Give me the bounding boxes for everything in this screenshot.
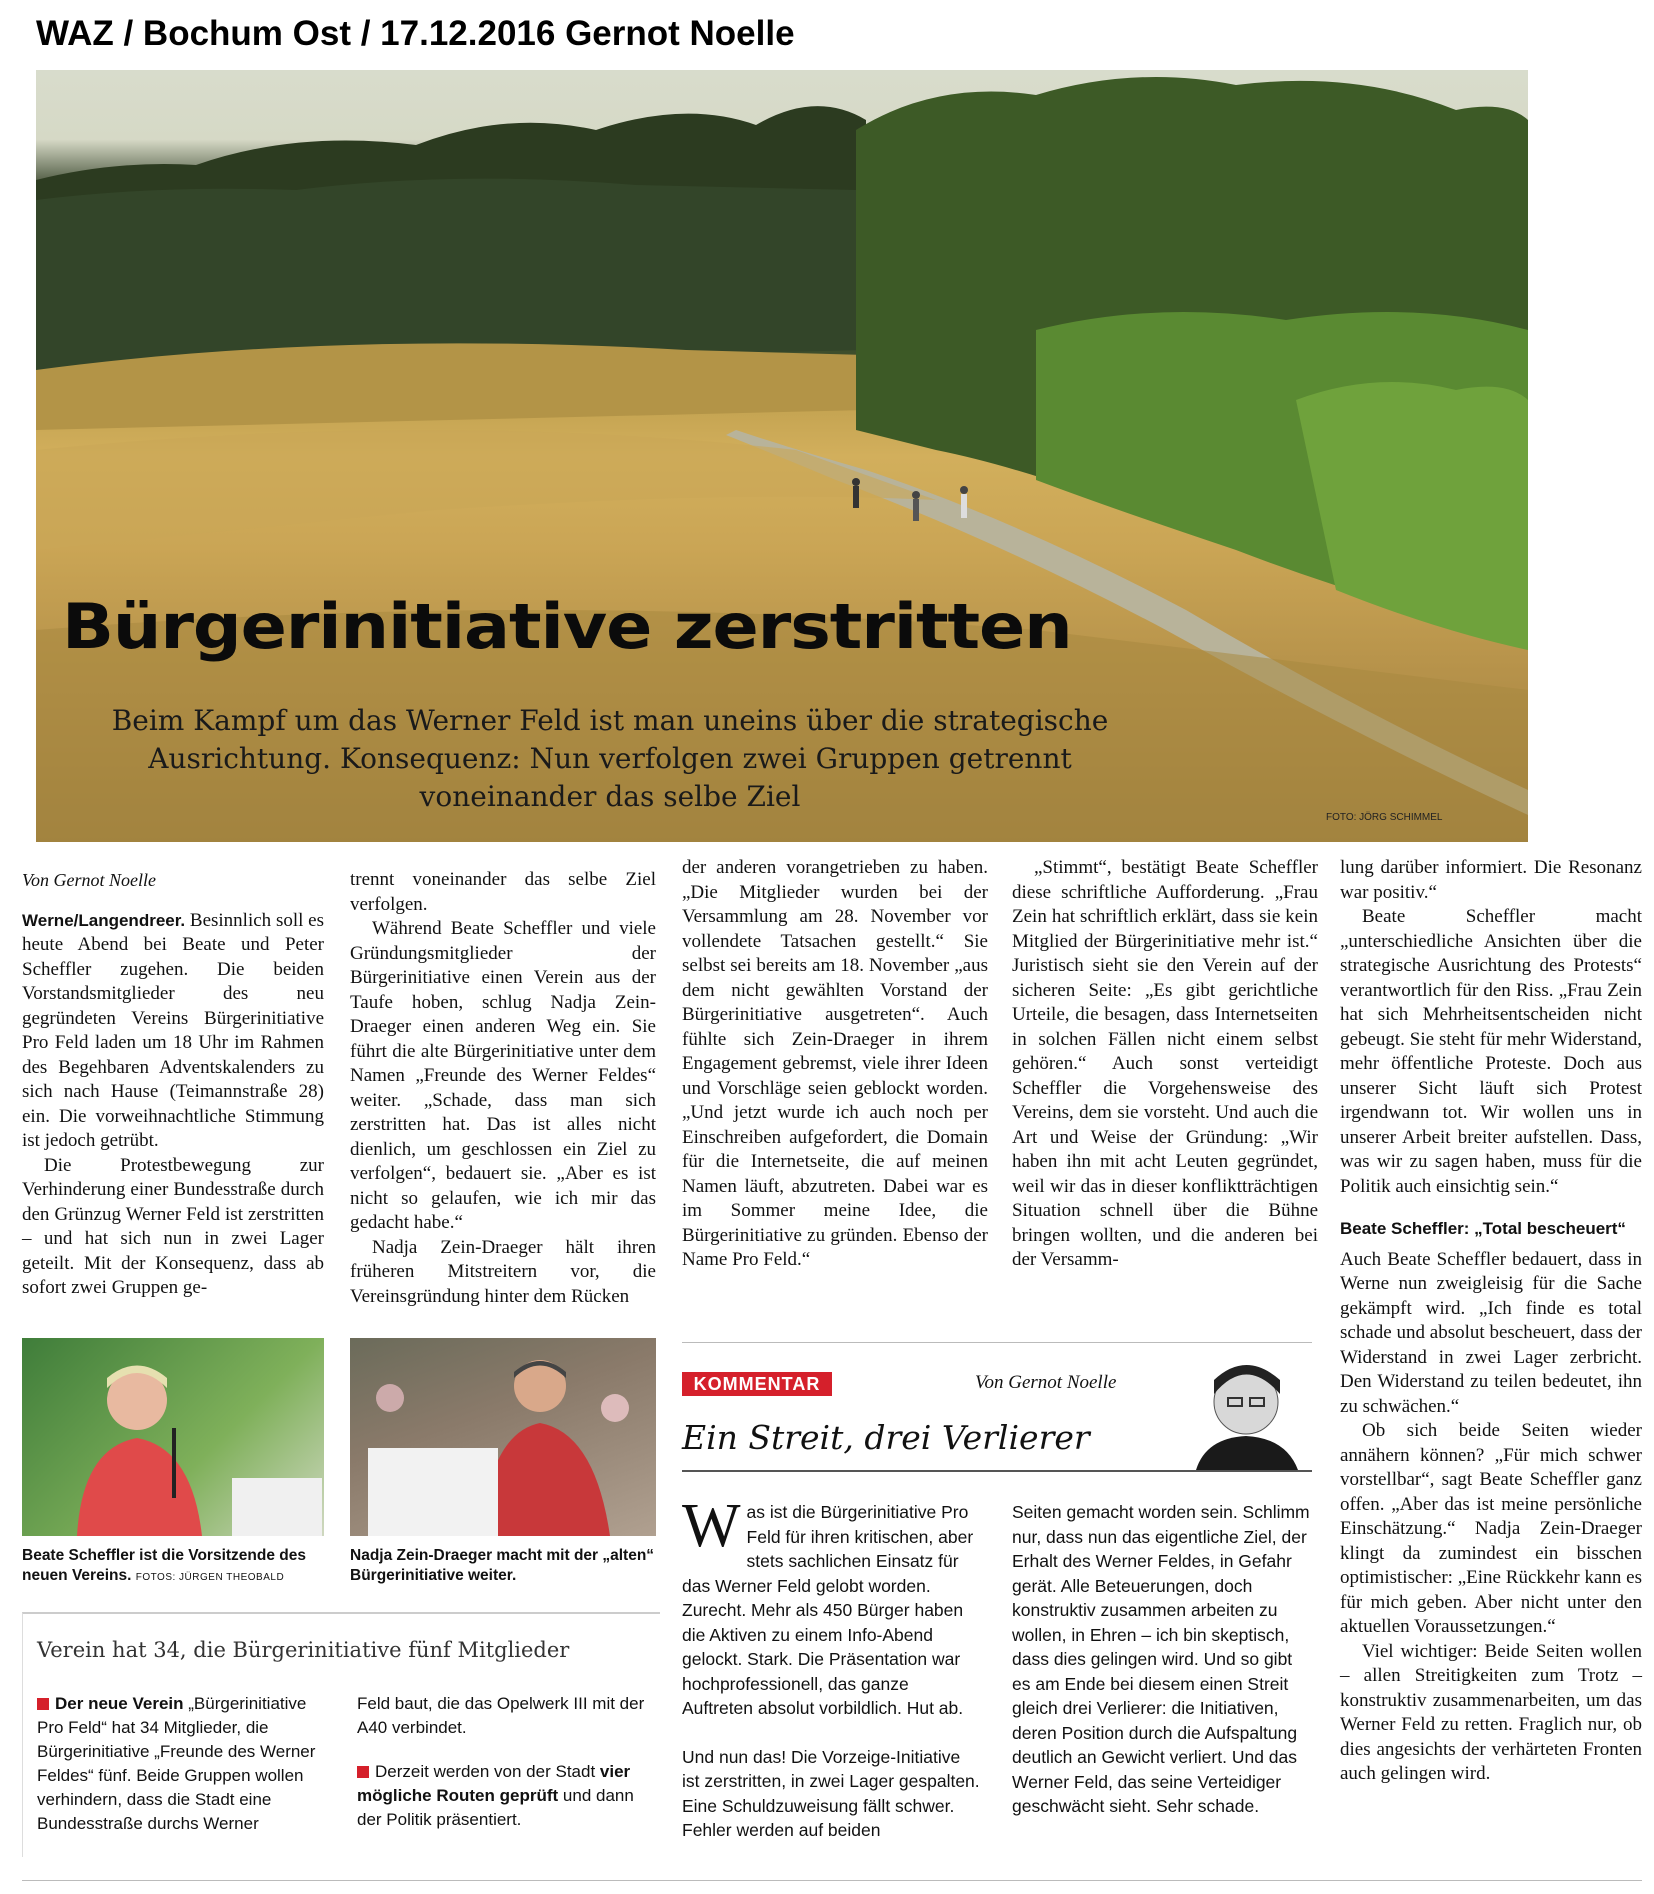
kommentar-label: KOMMENTAR [682, 1372, 832, 1396]
infobox-text: „Bürgerinitiative Pro Feld“ hat 34 Mitglieder, die Bürgerinitiative „Freunde des Werner Feldes“ fünf. Beide Gruppen wollen verhindern, dass die Stadt eine Bundesstraße durchs Werner [37, 1694, 316, 1833]
article-subheading: Beate Scheffler: „Total bescheuert“ [1340, 1219, 1626, 1238]
kommentar-text: Und nun das! Die Vorzeige-Initiative ist zerstritten, in zwei Lager gespalten. Eine Schuldzuweisung fällt schwer. Fehler werden auf beiden [682, 1746, 980, 1840]
kommentar-text: Seiten gemacht worden sein. Schlimm nur, dass nun das eigentliche Ziel, der Erhalt des Werner Feldes, in Gefahr gerät. Alle Beteuerungen, doch konstruktiv zusammen arbeiten zu wollen, in Ehren – ich bin skeptisch, dass dies gelingen wird. Und so gibt es am Ende bei diesem einen Streit gleich drei Verlierer: die Initiativen, deren Position durch die Aufspaltung deutlich an Gewicht verliert. Und das Werner Feld, das seine Verteidiger geschwächt sieht. Sehr schade. [1012, 1502, 1310, 1816]
kommentar-column-2 [1012, 1500, 1312, 1819]
kommentar-title: Ein Streit, drei Verlierer [682, 1418, 1090, 1457]
infobox-title: Verein hat 34, die Bürgerinitiative fünf Mitglieder [37, 1638, 570, 1662]
speaker-illustration [22, 1338, 324, 1536]
infobox-text: und dann der Politik präsentiert. [357, 1786, 634, 1829]
page-header: WAZ / Bochum Ost / 17.12.2016 Gernot Noelle [36, 14, 795, 53]
portrait-illustration [1176, 1350, 1316, 1470]
article-paragraph: lung darüber informiert. Die Resonanz war positiv.“ [1340, 857, 1642, 903]
infobox-column-2 [357, 1692, 655, 1832]
dropcap: W [682, 1492, 741, 1560]
article-paragraph [22, 909, 324, 1154]
article-column-4 [1012, 856, 1318, 1273]
article-paragraph: Ob sich beide Seiten wieder annähern können? „Für mich schwer vorstellbar“, sagt Beate Scheffler ganz offen. „Aber das ist meine persönliche Einschätzung.“ Nadja Zein-Draeger klingt da zumindest ein bisschen optimistischer: „Eine Rückkehr kann es für mich geben. Aber nicht unter den aktuellen Voraussetzungen.“ [1340, 1420, 1642, 1637]
article-text: Besinnlich soll es heute Abend bei Beate und Peter Scheffler zugehen. Die beiden Vorstandsmitglieder des neu gegründeten Vereins Bürgerinitiative Pro Feld laden um 18 Uhr im Rahmen des Begehbaren Adventskalenders zu sich nach Hause (Teimannstraße 28) ein. Die vorweihnachtliche Stimmung ist jedoch getrübt. [22, 909, 324, 1151]
article-paragraph: Viel wichtiger: Beide Seiten wollen – allen Streitigkeiten zum Trotz – konstruktiv zusammenarbeiten, um das Werner Feld zu retten. Fraglich nur, ob dies angesichts der verhärteten Fronten auch gelingen wird. [1340, 1640, 1642, 1784]
caption-credit: FOTOS: JÜRGEN THEOBALD [135, 1572, 285, 1583]
photo-caption-2: Nadja Zein-Draeger macht mit der „alten“ Bürgerinitiative weiter. [350, 1547, 655, 1584]
caption-text: Beate Scheffler ist die Vorsitzende des neuen Vereins. [22, 1547, 306, 1584]
kommentar-top-rule [682, 1342, 1312, 1343]
photo-credit: FOTO: JÖRG SCHIMMEL [1326, 812, 1443, 823]
kommentar-rule [682, 1470, 1312, 1472]
infobox-bold: vier mögliche Routen geprüft [357, 1762, 631, 1805]
photo-beate-scheffler [22, 1338, 324, 1536]
subheadline: Beim Kampf um das Werner Feld ist man uneins über die strategische Ausrichtung. Konsequenz: Nun verfolgen zwei Gruppen getrennt voneinander das selbe Ziel [111, 704, 1109, 813]
meeting-illustration [350, 1338, 656, 1536]
article-paragraph: „Stimmt“, bestätigt Beate Scheffler diese schriftliche Aufforderung. „Frau Zein hat schriftlich erklärt, dass sie kein Mitglied der Bürgerinitiative mehr ist.“ Juristisch sieht sie den Verein auf der sicheren Seite: „Es gibt gerichtliche Urteile, die besagen, dass Internetseiten in solchen Fällen nicht einem selbst gehören.“ Auch sonst verteidigt Scheffler die Vorgehensweise des Vereins, dem sie vorsteht. Und auch die Art und Weise der Gründung: „Wir haben ihn mit acht Leuten gegründet, weil wir das in dieser konfliktträchtigen Situation schnell über die Bühne bringen wollten, und die anderen bei der Versamm- [1012, 857, 1318, 1270]
kommentar-column-1 [682, 1492, 982, 1843]
article-byline: Von Gernot Noelle [22, 870, 156, 890]
article-column-5 [1340, 856, 1642, 1787]
article-column-2 [350, 868, 656, 1309]
article-location: Werne/Langendreer. [22, 910, 186, 930]
headline: Bürgerinitiative zerstritten [62, 590, 1072, 663]
infobox-bold: Der neue Verein [55, 1694, 184, 1713]
infobox-column-1 [37, 1692, 337, 1836]
infobox-text: Feld baut, die das Opelwerk III mit der A40 verbindet. [357, 1694, 645, 1737]
infobox-text: Derzeit werden von der Stadt [375, 1762, 596, 1781]
article-paragraph: Während Beate Scheffler und viele Gründungsmitglieder der Bürgerinitiative einen Verein aus der Taufe hoben, schlug Nadja Zein-Draeger einen anderen Weg ein. Sie führt die alte Bürgerinitiative unter dem Namen „Freunde des Werner Feldes“ weiter. „Schade, dass man sich zerstritten hat. Das ist alles nicht dienlich, um geschlossen ein Ziel zu verfolgen“, bedauert sie. „Aber es ist nicht so gelaufen, wie ich mir das gedacht habe.“ [350, 918, 656, 1233]
kommentar-byline: Von Gernot Noelle [975, 1372, 1117, 1393]
photo-caption-1 [22, 1546, 324, 1588]
infobox-bullet-2 [357, 1760, 655, 1832]
article-paragraph: der anderen vorangetrieben zu haben. „Die Mitglieder wurden bei der Versammlung am 28. November vor vollendete Tatsachen gestellt.“ Sie selbst sei bereits am 18. November „aus dem nicht gewählten Vorstand der Bürgerinitiative ausgetreten“. Auch fühlte sich Zein-Draeger in ihrem Engagement gebremst, viele ihrer Ideen und Vorschläge seien geblockt worden. „Und jetzt wurde ich auch noch per Einschreiben aufgefordert, die Domain für die Internetseite, die auf meinen Namen läuft, abzutreten. Dabei war es im Sommer meine Idee, die Bürgerinitiative zu gründen. Ebenso der Name Pro Feld.“ [682, 857, 988, 1270]
article-paragraph: Nadja Zein-Draeger hält ihren früheren Mitstreitern vor, die Vereinsgründung hinter dem Rücken [350, 1236, 656, 1307]
author-portrait [1176, 1350, 1316, 1470]
article-paragraph: trennt voneinander das selbe Ziel verfolgen. [350, 869, 656, 915]
article-column-1 [22, 868, 324, 1301]
bottom-rule [22, 1880, 1642, 1881]
bullet-marker [357, 1766, 369, 1778]
bullet-marker [37, 1698, 49, 1710]
photo-nadja-zein-draeger [350, 1338, 656, 1536]
kommentar-text: as ist die Bürgerinitiative Pro Feld für ihren kritischen, aber stets sachlichen Einsatz für das Werner Feld gelobt worden. Zurecht. Mehr als 450 Bürger haben die Aktiven zu einem Info-Abend gelockt. Stark. Die Präsentation war hochprofessionell, das ganze Auftreten absolut vorbildlich. Hut ab. [682, 1502, 974, 1718]
article-paragraph: Auch Beate Scheffler bedauert, dass in Werne nun zweigleisig für die Sache gekämpft wird. „Ich finde es total schade und absolut bescheuert, dass der Widerstand in zwei Lager zerbricht. Den Widerstand zu teilen bedeutet, ihn zu schwächen.“ [1340, 1248, 1642, 1417]
article-paragraph: Die Protestbewegung zur Verhinderung einer Bundesstraße durch den Grünzug Werner Feld ist zerstritten – und hat sich nun in zwei Lager geteilt. Mit der Konsequenz, dass ab sofort zwei Gruppen ge- [22, 1154, 324, 1298]
infobox [22, 1612, 660, 1857]
article-column-3 [682, 856, 988, 1273]
article-paragraph: Beate Scheffler macht „unterschiedliche Ansichten über die strategische Ausrichtung des Protests“ verantwortlich für den Riss. „Frau Zein hat sich Mehrheitsentscheiden nicht gebeugt. Sie steht für mehr Widerstand, mehr öffentliche Proteste. Doch aus unserer Sicht läuft sich Protest irgendwann tot. Wir wollen uns in unserer Arbeit breiter aufstellen. Dass, was wir zu sagen haben, muss für die Politik auch einsichtig sein.“ [1340, 906, 1642, 1197]
